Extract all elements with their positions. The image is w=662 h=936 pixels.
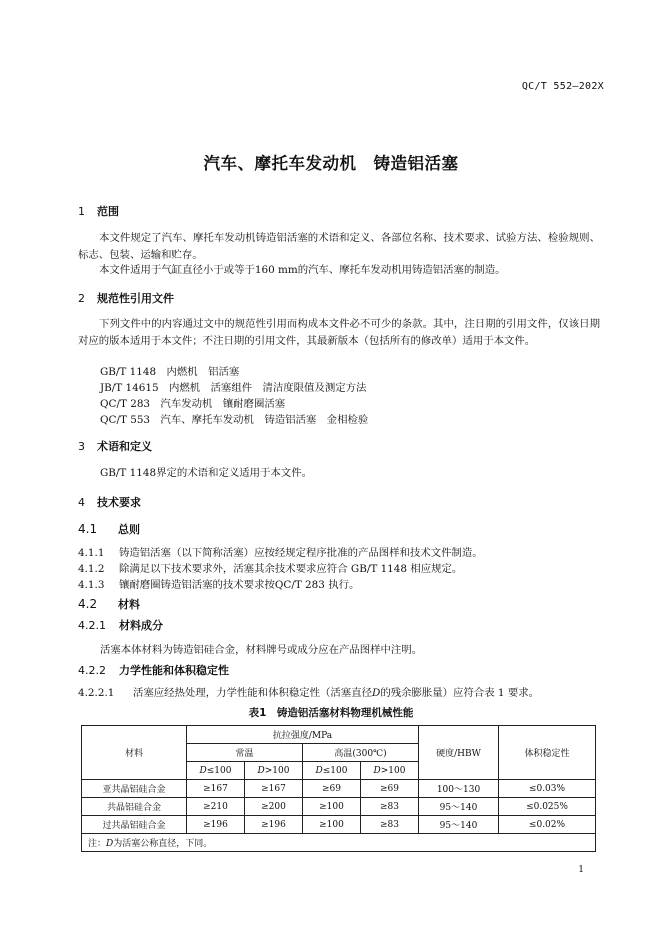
cell-material: 共晶铝硅合金 [82, 798, 187, 816]
cell-normal-le100: ≥167 [187, 780, 245, 798]
cell-material: 过共晶铝硅合金 [82, 816, 187, 834]
clause-text: 除满足以下技术要求外，活塞其余技术要求应符合 GB/T 1148 相应规定。 [119, 563, 463, 575]
section-title: 术语和定义 [97, 440, 152, 453]
section-3-paragraph: GB/T 1148界定的术语和定义适用于本文件。 [100, 467, 312, 479]
clause-text: 的残余膨胀量）应符合表 1 要求。 [380, 687, 540, 699]
cell-high-gt100: ≥69 [361, 780, 419, 798]
table-note [82, 834, 596, 852]
header-diameter-le-100 [187, 762, 245, 780]
section-3-heading [78, 438, 152, 454]
section-2-heading [78, 290, 174, 306]
section-title: 技术要求 [97, 496, 141, 509]
cell-high-le100: ≥69 [303, 780, 361, 798]
section-4-2-1-heading [78, 617, 163, 633]
header-range: >100 [380, 765, 406, 776]
section-number: 4.2.2 [78, 664, 106, 677]
section-4-heading [78, 494, 141, 510]
variable-d: D [199, 765, 207, 776]
clause-text: 活塞应经热处理，力学性能和体积稳定性（活塞直径 [133, 687, 372, 699]
header-range: ≤100 [206, 765, 232, 776]
reference-item: JB/T 14615 内燃机 活塞组件 清洁度限值及测定方法 [100, 382, 367, 394]
table-row [82, 798, 596, 816]
section-number: 4.1 [78, 522, 98, 536]
cell-hardness: 95～140 [419, 798, 499, 816]
header-diameter-le-100 [303, 762, 361, 780]
cell-high-le100: ≥100 [303, 816, 361, 834]
reference-item: QC/T 553 汽车、摩托车发动机 铸造铝活塞 金相检验 [100, 414, 369, 426]
reference-item: GB/T 1148 内燃机 铝活塞 [100, 366, 240, 378]
section-title: 总则 [118, 523, 140, 536]
page-number: 1 [578, 865, 584, 875]
note-prefix: 注： [88, 839, 107, 849]
cell-hardness: 100～130 [419, 780, 499, 798]
header-range: ≤100 [322, 765, 348, 776]
section-4-2-heading [78, 596, 140, 612]
clause-text: 镶耐磨圈铸造铝活塞的技术要求按QC/T 283 执行。 [119, 579, 360, 591]
section-number: 2 [78, 292, 85, 305]
section-number: 1 [78, 205, 85, 218]
section-2-paragraph: 下列文件中的内容通过文中的规范性引用而构成本文件必不可少的条款。其中，注日期的引用文件，仅该日期对应的版本适用于本文件；不注日期的引用文件，其最新版本（包括所有的修改单）适用于本文件。 [78, 318, 600, 347]
cell-normal-gt100: ≥167 [245, 780, 303, 798]
section-1-paragraph-2: 本文件适用于气缸直径小于或等于160 mm的汽车、摩托车发动机用铸造铝活塞的制造。 [99, 264, 506, 276]
header-hardness: 硬度/HBW [419, 726, 499, 780]
cell-stability: ≤0.02% [499, 816, 596, 834]
section-number: 3 [78, 440, 85, 453]
header-volume-stability: 体积稳定性 [499, 726, 596, 780]
material-properties-table [81, 725, 596, 852]
reference-item: QC/T 283 汽车发动机 镶耐磨圈活塞 [100, 398, 286, 410]
table-title: 表1 铸造铝活塞材料物理机械性能 [248, 707, 414, 719]
table-row [82, 780, 596, 798]
header-high-temp: 高温(300℃) [303, 744, 419, 762]
page-title: 汽车、摩托车发动机 铸造铝活塞 [203, 154, 459, 173]
header-diameter-gt-100 [245, 762, 303, 780]
cell-stability: ≤0.025% [499, 798, 596, 816]
cell-high-le100: ≥100 [303, 798, 361, 816]
cell-high-gt100: ≥83 [361, 798, 419, 816]
section-title: 材料成分 [119, 619, 163, 632]
section-1-heading [78, 203, 119, 219]
clause-number: 4.2.2.1 [78, 687, 115, 699]
header-range: >100 [264, 765, 290, 776]
clause-4-1-3 [78, 576, 359, 591]
cell-normal-gt100: ≥196 [245, 816, 303, 834]
variable-d: D [315, 765, 323, 776]
clause-number: 4.1.3 [78, 579, 105, 591]
cell-high-gt100: ≥83 [361, 816, 419, 834]
section-title: 力学性能和体积稳定性 [119, 664, 229, 677]
clause-4-1-1 [78, 544, 483, 559]
section-title: 材料 [118, 598, 140, 611]
header-tensile-strength: 抗拉强度/MPa [187, 726, 419, 744]
variable-d: D [106, 839, 114, 849]
clause-number: 4.1.2 [78, 563, 105, 575]
section-number: 4.2 [78, 597, 98, 611]
header-material: 材料 [82, 726, 187, 780]
section-1-paragraph-1: 本文件规定了汽车、摩托车发动机铸造铝活塞的术语和定义、各部位名称、技术要求、试验方法、检验规则、标志、包装、运输和贮存。 [78, 232, 600, 261]
cell-normal-le100: ≥210 [187, 798, 245, 816]
section-4-1-heading [78, 521, 140, 537]
clause-number: 4.1.1 [78, 547, 105, 559]
variable-d: D [257, 765, 265, 776]
variable-d: D [371, 687, 381, 699]
cell-material: 亚共晶铝硅合金 [82, 780, 187, 798]
cell-normal-le100: ≥196 [187, 816, 245, 834]
section-title: 规范性引用文件 [97, 292, 174, 305]
cell-stability: ≤0.03% [499, 780, 596, 798]
section-4-2-1-paragraph: 活塞本体材料为铸造铝硅合金，材料牌号或成分应在产品图样中注明。 [100, 644, 423, 656]
header-diameter-gt-100 [361, 762, 419, 780]
variable-d: D [373, 765, 381, 776]
cell-normal-gt100: ≥200 [245, 798, 303, 816]
note-text: 为活塞公称直径，下同。 [113, 839, 213, 849]
section-title: 范围 [97, 205, 119, 218]
cell-hardness: 95～140 [419, 816, 499, 834]
document-code: QC/T 552—202X [521, 81, 604, 92]
section-number: 4 [78, 496, 85, 509]
section-4-2-2-heading [78, 662, 229, 678]
header-normal-temp: 常温 [187, 744, 303, 762]
table-row [82, 816, 596, 834]
clause-4-1-2 [78, 560, 462, 575]
clause-4-2-2-1 [78, 684, 539, 699]
clause-text: 铸造铝活塞（以下简称活塞）应按经规定程序批准的产品图样和技术文件制造。 [119, 547, 483, 559]
section-number: 4.2.1 [78, 619, 106, 632]
